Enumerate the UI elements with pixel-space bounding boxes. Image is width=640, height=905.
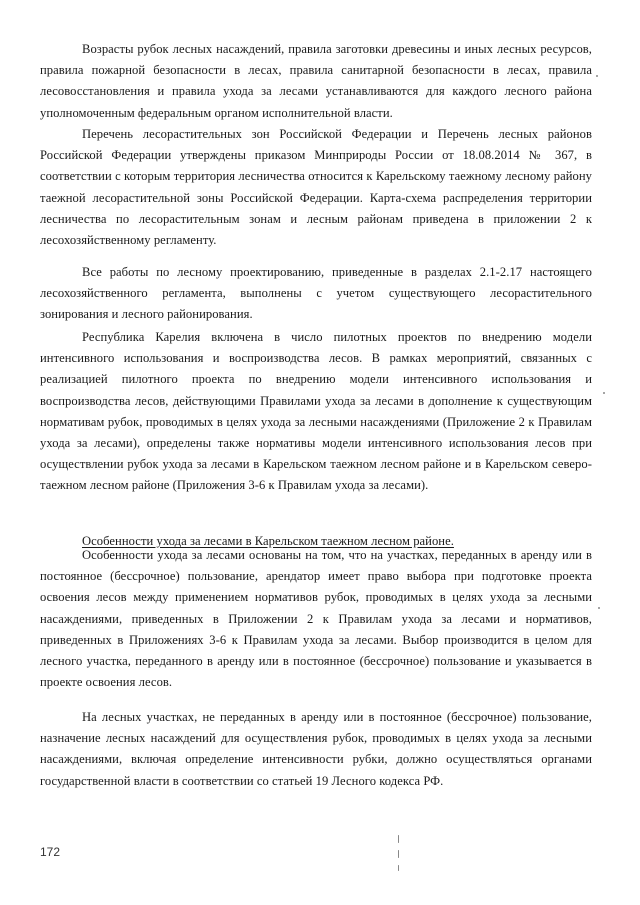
paragraph-text: Особенности ухода за лесами основаны на том, что на участках, переданных в аренду или в постоянное (бессрочное) пользование, арендатор имеет право выбора при подготовке проекта освоения лесов между применением нормативов рубок, проводимых в целях ухода за лесными насаждениями, приведенных в Приложении 2 к Правилам ухода за лесами и нормативов, приведенных в Приложениях 3-6 к Правилам ухода за лесами. Выбор производится в целом для лесного участка, переданного в аренду или в постоянное (бессрочное) пользование и указывается в проекте освоения лесов. [40,548,592,690]
page-number: 172 [40,845,61,859]
scan-speck [398,835,399,843]
scan-speck [598,607,600,609]
paragraph-forest-design [40,262,592,326]
paragraph-care-features [40,545,592,693]
scan-speck [398,865,399,871]
scan-speck [398,850,399,858]
paragraph-text: Все работы по лесному проектированию, приведенные в разделах 2.1-2.17 настоящего лесохозяйственного регламента, выполнены с учетом существующего лесорастительного зонирования и лесного районирования. [40,265,592,322]
paragraph-text: На лесных участках, не переданных в аренду или в постоянное (бессрочное) пользование, назначение лесных насаждений для осуществления рубок, проводимых в целях ухода за лесными насаждениями, включая определение интенсивности рубки, должно осуществляться органами государственной власти в соответствии со статьей 19 Лесного кодекса РФ. [40,710,592,788]
paragraph-unleased-plots [40,707,592,792]
paragraph-text: Перечень лесорастительных зон Российской Федерации и Перечень лесных районов Российской Федерации утверждены приказом Минприроды России от 18.08.2014 № 367, в соответствии с которым территория лесничества относится к Карельскому таежному лесному району таежной лесорастительной зоны Российской Федерации. Карта-схема распределения территории лесничества по лесорастительным зонам и лесным районам приведена в приложении 2 к лесохозяйственному регламенту. [40,127,592,248]
paragraph-age-of-felling [40,39,592,124]
paragraph-text: Республика Карелия включена в число пилотных проектов по внедрению модели интенсивного использования и воспроизводства лесов. В рамках мероприятий, связанных с реализацией пилотного проекта по внедрению модели интенсивного использования и воспроизводства лесов, действующими Правилами ухода за лесами в дополнение к существующим нормативам рубок, проводимых в целях ухода за лесными насаждениями (Приложение 2 к Правилам ухода за лесами), определены также нормативы модели интенсивного использования лесов при осуществлении рубок ухода за лесами в Карельском таежном лесном районе и в Карельском северо-таежном лесном районе (Приложения 3-6 к Правилам ухода за лесами). [40,330,592,493]
scan-speck [596,75,598,77]
scan-speck [603,392,605,394]
paragraph-pilot-project [40,327,592,497]
paragraph-text: Возрасты рубок лесных насаждений, правила заготовки древесины и иных лесных ресурсов, правила пожарной безопасности в лесах, правила санитарной безопасности в лесах, правила лесовосстановления и правила ухода за лесами устанавливаются для каждого лесного района уполномоченным федеральным органом исполнительной власти. [40,42,592,120]
paragraph-forest-zones [40,124,592,251]
subheading-text: Особенности ухода за лесами в Карельском таежном лесном районе. [82,534,454,548]
